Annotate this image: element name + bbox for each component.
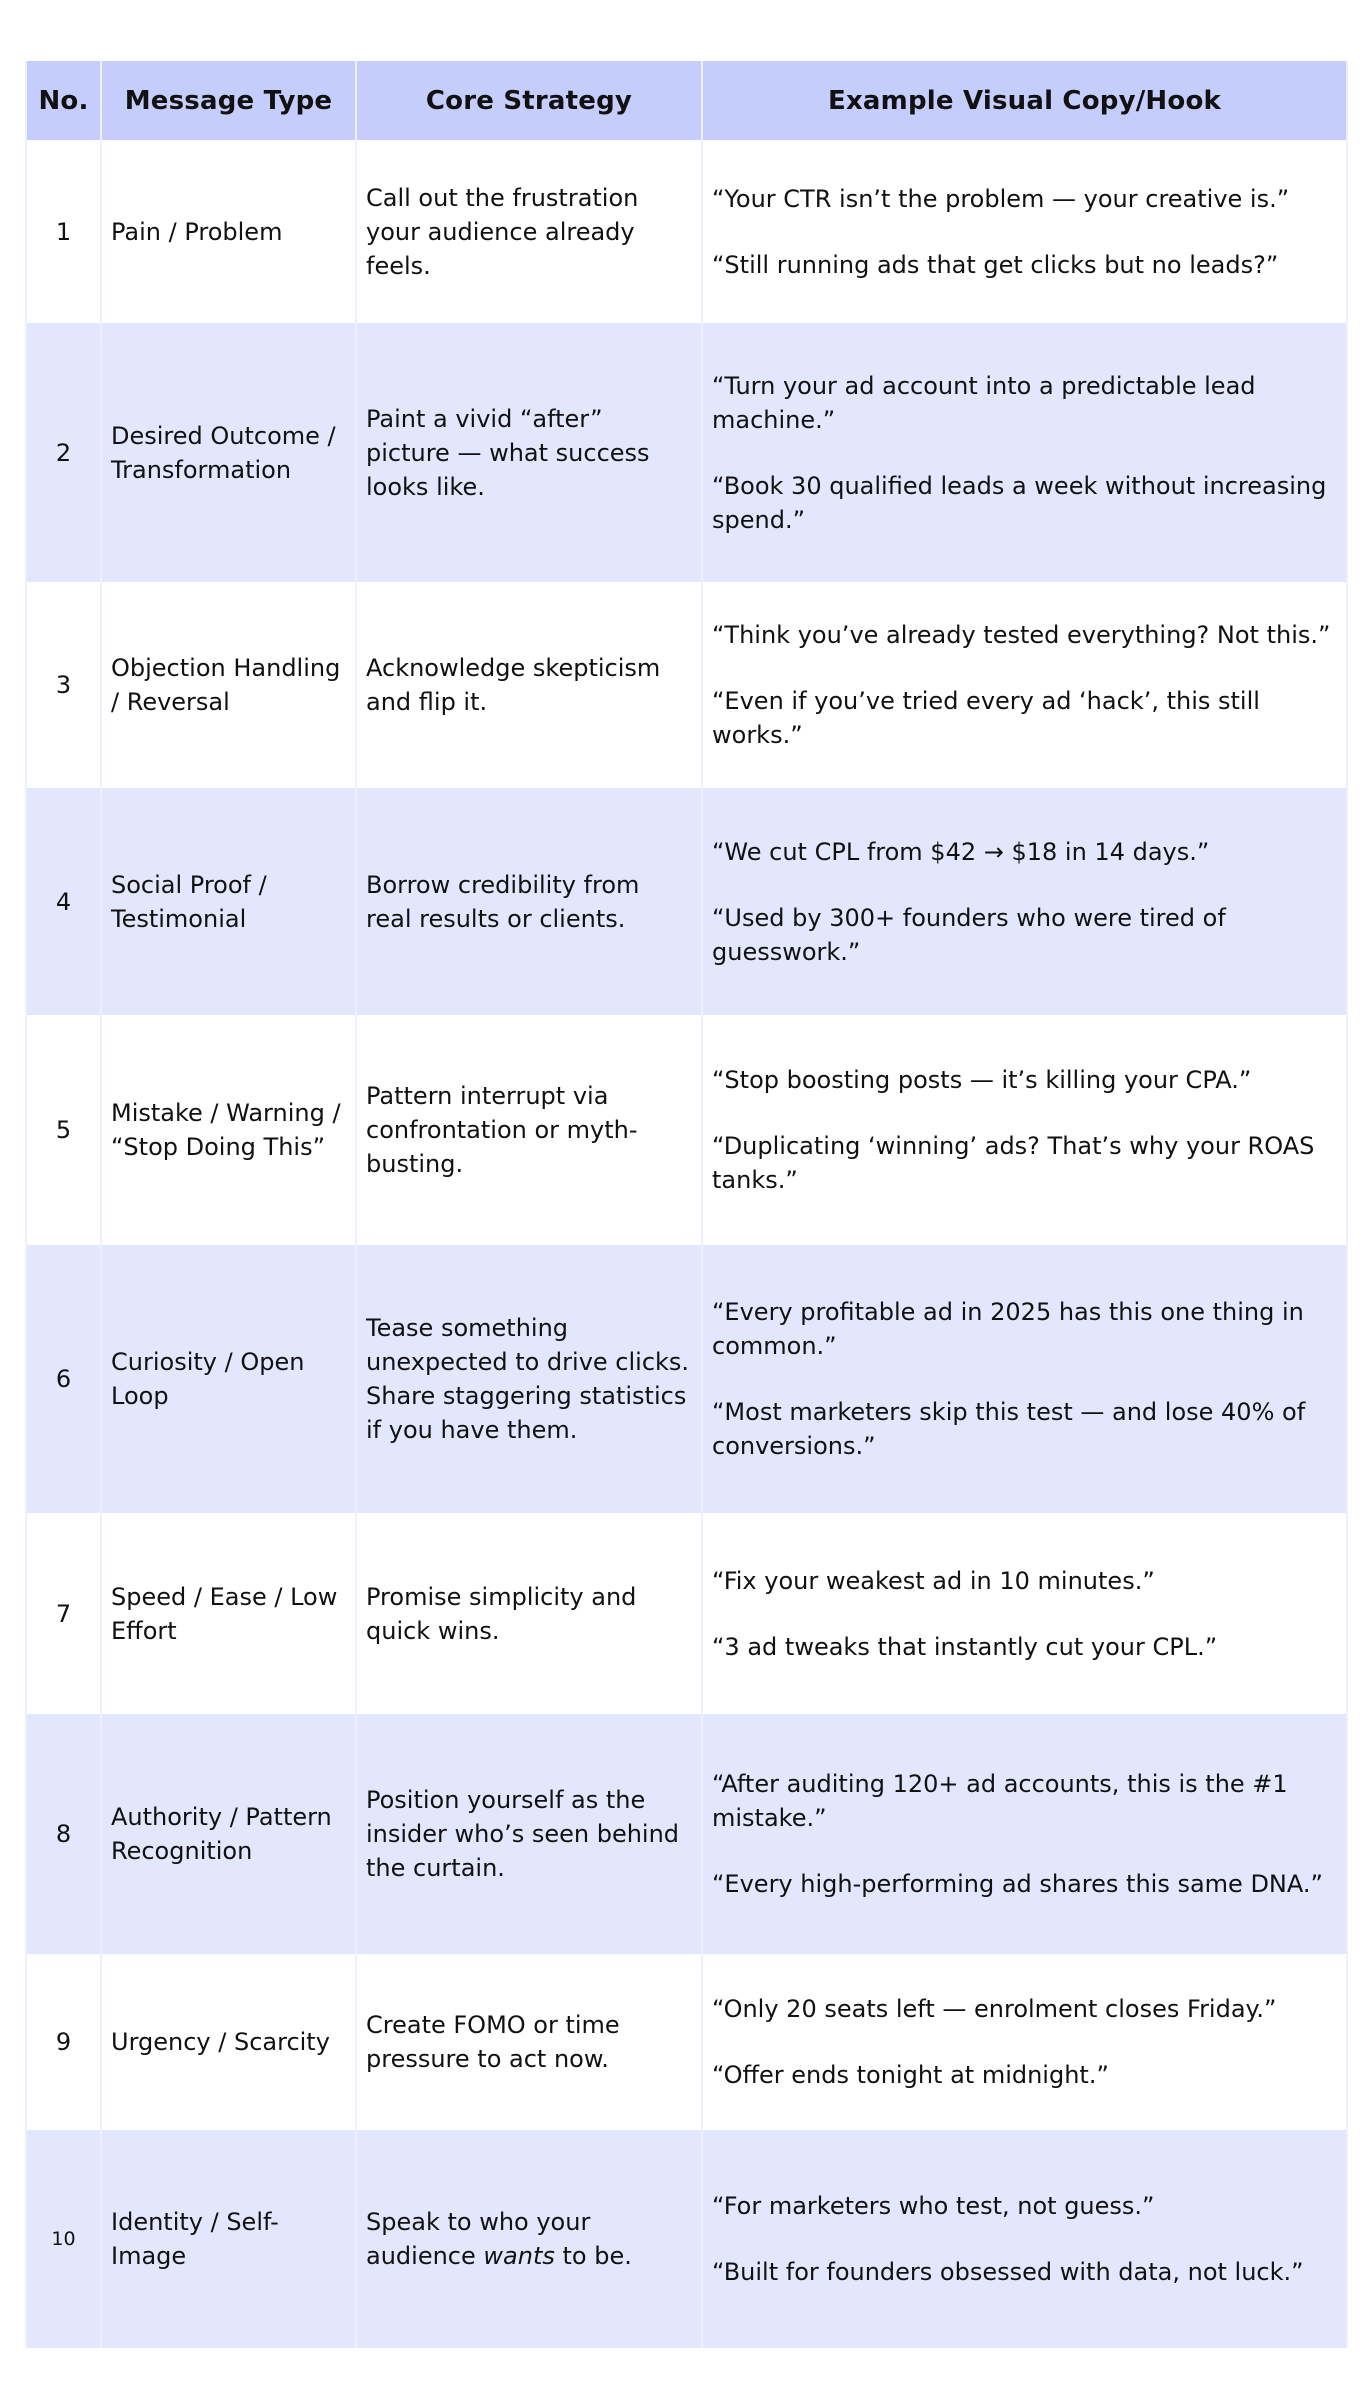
example-hook: “Duplicating ‘winning’ ads? That’s why your ROAS tanks.” bbox=[712, 1132, 1315, 1194]
example-hook: “Every profitable ad in 2025 has this one thing in common.” bbox=[712, 1298, 1304, 1360]
core-strategy: Create FOMO or time pressure to act now. bbox=[356, 1954, 702, 2130]
table-row bbox=[26, 1954, 1347, 2130]
message-type: Identity / Self-Image bbox=[101, 2130, 356, 2348]
message-type: Objection Handling / Reversal bbox=[101, 582, 356, 788]
core-strategy: Call out the frustration your audience already feels. bbox=[356, 140, 702, 323]
row-number: 7 bbox=[26, 1513, 101, 1714]
row-number: 5 bbox=[26, 1015, 101, 1245]
strategy-text-end: to be. bbox=[554, 2242, 632, 2270]
example-copy bbox=[702, 1015, 1347, 1245]
example-copy bbox=[702, 140, 1347, 323]
example-copy bbox=[702, 1245, 1347, 1513]
message-type: Social Proof / Testimonial bbox=[101, 788, 356, 1015]
example-hook: “Turn your ad account into a predictable lead machine.” bbox=[712, 371, 1256, 434]
example-hook: “Every high-performing ad shares this same DNA.” bbox=[712, 1870, 1323, 1898]
row-number: 9 bbox=[26, 1954, 101, 2130]
example-hook: “Offer ends tonight at midnight.” bbox=[712, 2061, 1109, 2089]
example-copy bbox=[702, 2130, 1347, 2348]
example-hook: “For marketers who test, not guess.” bbox=[712, 2192, 1155, 2220]
message-type: Curiosity / Open Loop bbox=[101, 1245, 356, 1513]
core-strategy: Paint a vivid “after” picture — what success looks like. bbox=[356, 323, 702, 582]
row-number: 6 bbox=[26, 1245, 101, 1513]
row-number: 3 bbox=[26, 582, 101, 788]
row-number: 2 bbox=[26, 323, 101, 582]
core-strategy: Acknowledge skepticism and flip it. bbox=[356, 582, 702, 788]
example-hook: “Fix your weakest ad in 10 minutes.” bbox=[712, 1566, 1155, 1595]
example-copy bbox=[702, 1513, 1347, 1714]
example-hook: “Most marketers skip this test — and lose 40% of conversions.” bbox=[712, 1398, 1306, 1460]
message-type: Authority / Pattern Recognition bbox=[101, 1714, 356, 1954]
example-copy bbox=[702, 323, 1347, 582]
table-row bbox=[26, 1513, 1347, 1714]
core-strategy: Promise simplicity and quick wins. bbox=[356, 1513, 702, 1714]
strategy-text-start: Speak to who your audience bbox=[366, 2208, 591, 2270]
message-type: Speed / Ease / Low Effort bbox=[101, 1513, 356, 1714]
row-number: 8 bbox=[26, 1714, 101, 1954]
header-no: No. bbox=[26, 61, 101, 140]
message-type: Pain / Problem bbox=[101, 140, 356, 323]
row-number: 10 bbox=[26, 2130, 101, 2348]
table-row bbox=[26, 1714, 1347, 1954]
core-strategy: Pattern interrupt via confrontation or myth-busting. bbox=[356, 1015, 702, 1245]
table-row bbox=[26, 140, 1347, 323]
example-hook: “Think you’ve already tested everything? Not this.” bbox=[712, 621, 1331, 649]
row-number: 4 bbox=[26, 788, 101, 1015]
message-type: Desired Outcome / Transformation bbox=[101, 323, 356, 582]
example-hook: “Your CTR isn’t the problem — your creative is.” bbox=[712, 184, 1290, 213]
core-strategy: Tease something unexpected to drive clicks. Share staggering statistics if you have them. bbox=[356, 1245, 702, 1513]
header-message-type: Message Type bbox=[101, 61, 356, 140]
message-type: Urgency / Scarcity bbox=[101, 1954, 356, 2130]
example-copy bbox=[702, 1954, 1347, 2130]
header-core-strategy: Core Strategy bbox=[356, 61, 702, 140]
message-types-table-container bbox=[25, 61, 1346, 2348]
message-types-table bbox=[25, 61, 1348, 2348]
example-copy bbox=[702, 788, 1347, 1015]
example-copy bbox=[702, 582, 1347, 788]
table-row bbox=[26, 788, 1347, 1015]
example-hook: “Only 20 seats left — enrolment closes Friday.” bbox=[712, 1995, 1277, 2023]
example-hook: “We cut CPL from $42 → $18 in 14 days.” bbox=[712, 837, 1210, 866]
table-row bbox=[26, 1015, 1347, 1245]
header-example-copy: Example Visual Copy/Hook bbox=[702, 61, 1347, 140]
example-hook: “Even if you’ve tried every ad ‘hack’, this still works.” bbox=[712, 687, 1260, 749]
example-hook: “Book 30 qualified leads a week without increasing spend.” bbox=[712, 471, 1327, 534]
table-header-row bbox=[26, 61, 1347, 140]
table-row bbox=[26, 582, 1347, 788]
table-row bbox=[26, 323, 1347, 582]
example-hook: “After auditing 120+ ad accounts, this is the #1 mistake.” bbox=[712, 1770, 1288, 1832]
core-strategy bbox=[356, 2130, 702, 2348]
table-row bbox=[26, 2130, 1347, 2348]
example-hook: “Still running ads that get clicks but no leads?” bbox=[712, 250, 1279, 279]
message-type: Mistake / Warning / “Stop Doing This” bbox=[101, 1015, 356, 1245]
example-hook: “Used by 300+ founders who were tired of guesswork.” bbox=[712, 903, 1226, 966]
strategy-text-emphasis: wants bbox=[483, 2242, 555, 2270]
row-number: 1 bbox=[26, 140, 101, 323]
example-hook: “Built for founders obsessed with data, not luck.” bbox=[712, 2258, 1304, 2286]
example-hook: “Stop boosting posts — it’s killing your CPA.” bbox=[712, 1066, 1252, 1094]
example-hook: “3 ad tweaks that instantly cut your CPL.” bbox=[712, 1632, 1218, 1661]
core-strategy: Position yourself as the insider who’s seen behind the curtain. bbox=[356, 1714, 702, 1954]
table-row bbox=[26, 1245, 1347, 1513]
example-copy bbox=[702, 1714, 1347, 1954]
core-strategy: Borrow credibility from real results or clients. bbox=[356, 788, 702, 1015]
